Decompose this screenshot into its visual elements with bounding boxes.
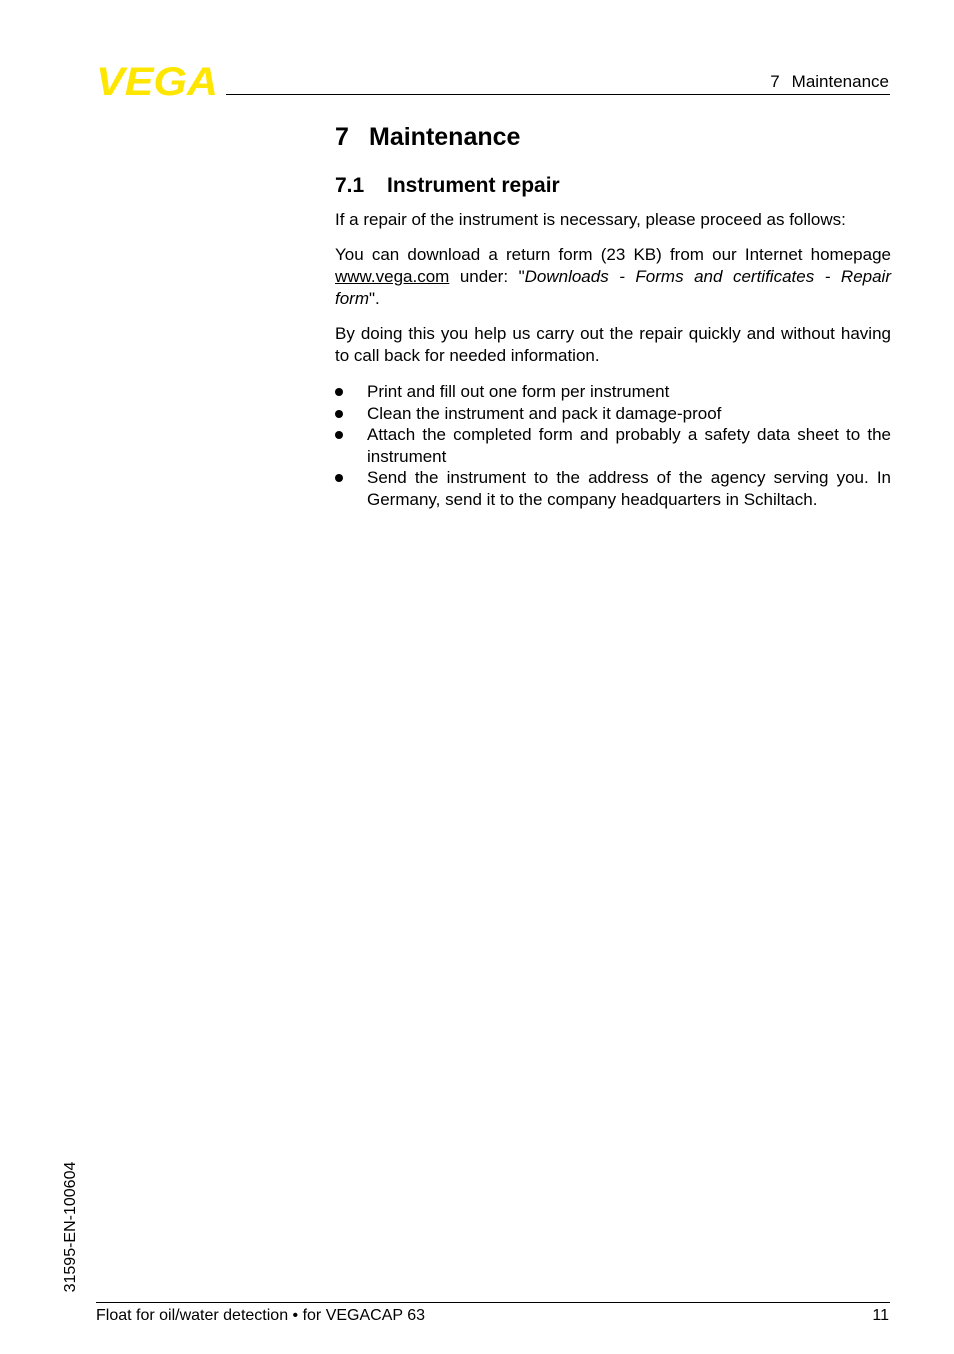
list-item-text: Print and fill out one form per instrument (367, 382, 670, 401)
vega-logo (96, 64, 220, 98)
subsection-heading (335, 172, 891, 200)
list-item (335, 467, 891, 510)
list-item-text: Attach the completed form and probably a safety data sheet to the instrument (367, 425, 891, 466)
header-rule (226, 94, 890, 95)
page-number: 11 (872, 1307, 889, 1324)
bullet-icon (335, 431, 343, 439)
section-title: Maintenance (369, 123, 521, 151)
list-item-text: Send the instrument to the address of the agency serving you. In Germany, send it to the company headquarters in Schiltach. (367, 468, 891, 509)
list-item-text: Clean the instrument and pack it damage-proof (367, 403, 722, 423)
download-text-before: You can download a return form (23 KB) from our Internet homepage (335, 245, 891, 264)
subsection-number: 7.1 (335, 174, 365, 197)
bullet-icon (335, 388, 343, 396)
main-content (335, 121, 891, 511)
running-head-title: Maintenance (791, 72, 889, 91)
repair-steps-list (335, 381, 891, 511)
vega-website-link[interactable]: www.vega.com (335, 267, 450, 286)
running-head-number: 7 (770, 72, 780, 91)
section-number: 7 (335, 123, 349, 151)
running-head (770, 72, 889, 92)
list-item (335, 424, 891, 467)
document-code: 31595-EN-100604 (62, 1161, 79, 1293)
subsection-title: Instrument repair (387, 174, 560, 197)
intro-paragraph: If a repair of the instrument is necessary, please proceed as follows: (335, 210, 846, 229)
download-path: Downloads - Forms and certificates - Repair form (335, 267, 891, 308)
download-text-middle: under: " (449, 267, 525, 286)
bullet-icon (335, 410, 343, 418)
bullet-icon (335, 474, 343, 482)
footer-product: Float for oil/water detection • for VEGACAP 63 (96, 1307, 426, 1324)
vega-logo-text: VEGA (96, 64, 218, 98)
section-heading (335, 121, 891, 153)
download-paragraph (335, 244, 891, 310)
download-text-after: ". (369, 289, 380, 308)
benefit-paragraph: By doing this you help us carry out the repair quickly and without having to call back for needed information. (335, 324, 891, 365)
list-item (335, 403, 891, 425)
vega-logo-mark (96, 64, 220, 98)
footer-rule (96, 1302, 890, 1303)
list-item (335, 381, 891, 403)
